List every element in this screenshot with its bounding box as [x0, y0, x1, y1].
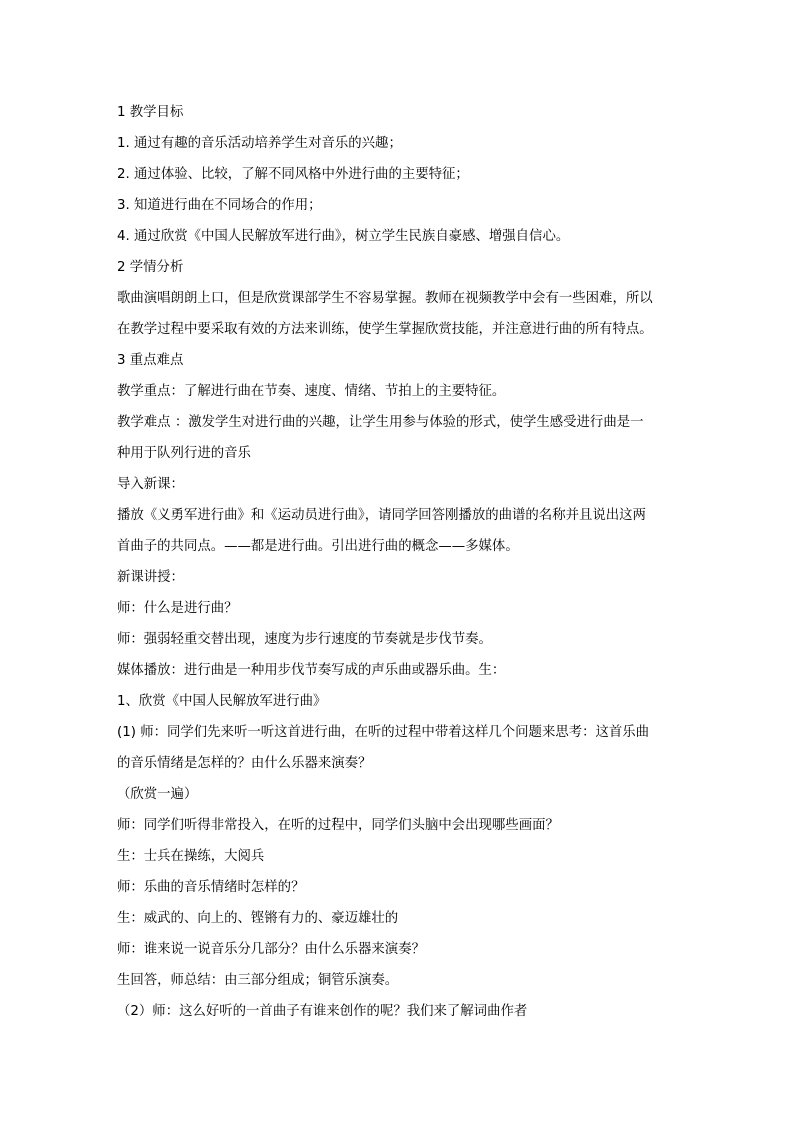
paragraph-line: 首曲子的共同点。——都是进行曲。引出进行曲的概念——多媒体。	[117, 539, 519, 554]
heading-teaching-goals: 1 教学目标	[117, 105, 184, 120]
heading-introduction: 导入新课：	[117, 477, 184, 492]
goal-item-2: 2. 通过体验、比较，了解不同风格中外进行曲的主要特征；	[117, 167, 469, 182]
paragraph-line: 师：乐曲的音乐情绪时怎样的？	[117, 880, 305, 895]
paragraph-line: 在教学过程中要采取有效的方法来训练，使学生掌握欣赏技能，并注意进行曲的所有特点。	[117, 322, 653, 337]
heading-key-points: 3 重点难点	[117, 353, 184, 368]
paragraph-line: 教学难点 ：激发学生对进行曲的兴趣，让学生用参与体验的形式，使学生感受进行曲是一	[117, 415, 644, 430]
paragraph-line: 媒体播放：进行曲是一种用步伐节奏写成的声乐曲或器乐曲。生：	[117, 663, 506, 678]
paragraph-line: 教学重点：了解进行曲在节奏、速度、情绪、节拍上的主要特征。	[117, 384, 506, 399]
paragraph-line: (1) 师：同学们先来听一听这首进行曲，在听的过程中带着这样几个问题来思考：这首乐曲	[117, 725, 650, 740]
paragraph-line: （欣赏一遍）	[117, 787, 198, 802]
paragraph-line: （2）师：这么好听的一首曲子有谁来创作的呢？我们来了解词曲作者	[117, 1004, 528, 1019]
heading-new-lesson: 新课讲授：	[117, 570, 184, 585]
paragraph-line: 1、欣赏《中国人民解放军进行曲》	[117, 694, 327, 709]
paragraph-line: 生：威武的、向上的、铿锵有力的、豪迈雄壮的	[117, 911, 399, 926]
paragraph-line: 生：士兵在操练，大阅兵	[117, 849, 265, 864]
goal-item-4: 4. 通过欣赏《中国人民解放军进行曲》，树立学生民族自豪感、增强自信心。	[117, 229, 570, 244]
paragraph-line: 生回答，师总结：由三部分组成；铜管乐演奏。	[117, 973, 399, 988]
paragraph-line: 师：同学们听得非常投入，在听的过程中，同学们头脑中会出现哪些画面？	[117, 818, 559, 833]
paragraph-line: 种用于队列行进的音乐	[117, 446, 251, 461]
heading-learner-analysis: 2 学情分析	[117, 260, 184, 275]
paragraph-line: 师：强弱轻重交替出现，速度为步行速度的节奏就是步伐节奏。	[117, 632, 492, 647]
paragraph-line: 歌曲演唱朗朗上口，但是欣赏课部学生不容易掌握。教师在视频教学中会有一些困难，所以	[117, 291, 653, 306]
paragraph-line: 播放《义勇军进行曲》和《运动员进行曲》，请同学回答刚播放的曲谱的名称并且说出这两	[117, 508, 646, 523]
goal-item-1: 1. 通过有趣的音乐活动培养学生对音乐的兴趣；	[117, 136, 402, 151]
paragraph-line: 师：谁来说一说音乐分几部分？由什么乐器来演奏？	[117, 942, 425, 957]
paragraph-line: 的音乐情绪是怎样的？由什么乐器来演奏？	[117, 756, 372, 771]
paragraph-line: 师：什么是进行曲？	[117, 601, 238, 616]
goal-item-3: 3. 知道进行曲在不同场合的作用；	[117, 198, 322, 213]
